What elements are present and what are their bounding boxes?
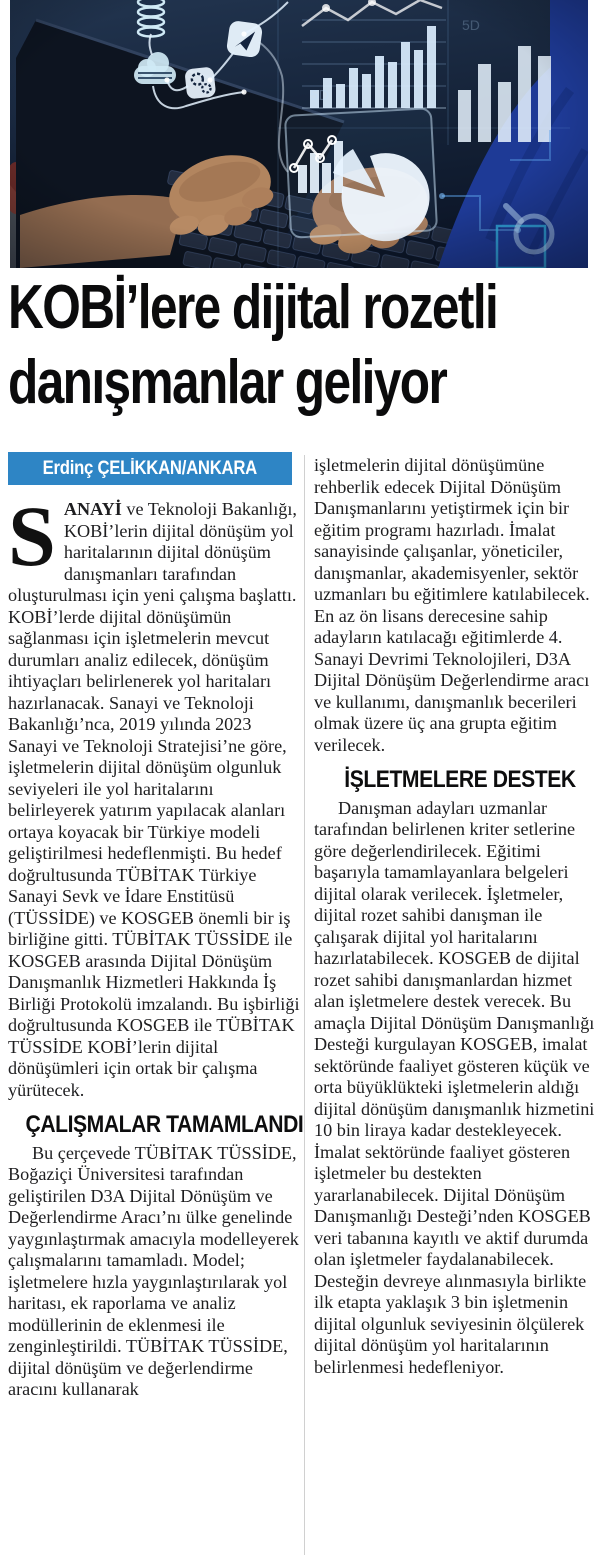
byline-text: Erdinç ÇELİKKAN/ANKARA (42, 457, 258, 479)
headline (8, 270, 615, 420)
photo-illustration (10, 0, 588, 268)
byline-box (8, 452, 292, 485)
paragraph-1-text: ve Teknoloji Bakanlığı, KOBİ’lerin dijital dönüşüm yol haritalarının dijital dönüşüm danışmanları tarafından oluşturulması için yeni çalışma başlattı. KOBİ’lerde dijital dönüşümün sağlanması için işletmelerin mevcut durumları analiz edilecek, dönüşüm ihtiyaçları belirlenerek yol haritaları hazırlanacak. Sanayi ve Teknoloji Bakanlığı’nca, 2019 yılında 2023 Sanayi ve Teknoloji Stratejisi’ne göre, işletmelerin dijital dönüşüm olgunluk seviyeleri ile yol haritalarını belirleyerek yatırım yapılacak alanları ortaya koyacak bir Türkiye modeli geliştirilmesi hedeflenmişti. Bu hedef doğrultusunda TÜBİTAK Türkiye Sanayi Sevk ve İdare Enstitüsü (TÜSSİDE) ve KOSGEB önemli bir iş birliğine gitti. TÜBİTAK TÜSSİDE ile KOSGEB arasında Dijital Dönüşüm Danışmanlık Hizmetleri Hakkında İş Birliği Protokolü imzalandı. Bu işbirliği doğrultusunda KOSGEB ile TÜBİTAK TÜSSİDE KOBİ’lerin dijital dönüşümleri için ortak bir çalışma yürütecek. (8, 499, 300, 1100)
subhead-calismalar-tamamlandi: ÇALIŞMALAR TAMAMLANDI (25, 1111, 304, 1138)
paragraph-2: Bu çerçevede TÜBİTAK TÜSSİDE, Boğaziçi Üniversitesi tarafından geliştirilen D3A Dijital Dönüşüm ve Değerlendirme Aracı’nı ülke genelinde yaygınlaştırmak amacıyla modelleyerek çalışmalarını tamamladı. Model; işletmelere hızla yaygınlaştırılarak yol haritası, ek raporlama ve analiz modüllerinin de eklenmesi ile zenginleştirildi. TÜBİTAK TÜSSİDE, dijital dönüşüm ve değerlendirme aracını kullanarak (8, 1142, 299, 1399)
column-right (314, 450, 606, 1378)
headline-line1: KOBİ’lere dijital rozetli (8, 273, 498, 342)
article-photo (10, 0, 588, 268)
paragraph-1 (8, 488, 300, 1101)
column-divider (304, 455, 305, 1555)
photo-vignette (10, 0, 588, 268)
drop-cap: S (8, 488, 56, 584)
paragraph-4: Danışman adayları uzmanlar tarafından belirlenen kriter setlerine göre değerlendirilecek. Eğitimi başarıyla tamamlayanlara belgeleri dijital olarak verilecek. İşletmeler, dijital rozet sahibi danışman ile çalışarak dijital yol haritalarını hazırlatabilecek. KOSGEB de dijital rozet sahibi danışmanlardan hizmet alan işletmelere destek verecek. Bu amaçla Dijital Dönüşüm Danışmanlığı Desteği kurgulayan KOSGEB, imalat sektöründe faaliyet gösteren küçük ve orta büyüklükteki işletmelerin aldığı dijital dönüşüm danışmanlık hizmetini 10 bin liraya kadar destekleyecek. İmalat sektöründe faaliyet gösteren işletmeler bu destekten yararlanabilecek. Dijital Dönüşüm Danışmanlığı Desteği’nden KOSGEB veri tabanına kayıtlı ve aktif durumda olan işletmeler faydalanabilecek. Desteğin devreye alınmasıyla birlikte ilk etapta yaklaşık 3 bin işletmenin dijital olgunluk seviyesinin ölçülerek dijital dönüşüm yol haritalarının belirlenmesi hedefleniyor. (314, 797, 595, 1377)
subhead-isletmelere-destek: İŞLETMELERE DESTEK (344, 766, 576, 793)
column-left (8, 450, 304, 1401)
paragraph-3: işletmelerin dijital dönüşümüne rehberlik edecek Dijital Dönüşüm Danışmanlarını yetiştirmek için bir eğitim programı hazırladı. İmalat sanayisinde çalışanlar, yöneticiler, danışmanlar, akademisyenler, sektör uzmanları bu eğitimlere katılabilecek. En az ön lisans derecesine sahip adayların katılacağı eğitimlerde 4. Sanayi Devrimi Teknolojileri, D3A Dijital Dönüşüm Değerlendirme aracı ve kullanımı, danışmanlık becerileri olmak üzere üç ana grupta eğitim verilecek. (314, 455, 590, 755)
lead-word: ANAYİ (63, 499, 122, 519)
headline-line2: danışmanlar geliyor (8, 348, 447, 417)
